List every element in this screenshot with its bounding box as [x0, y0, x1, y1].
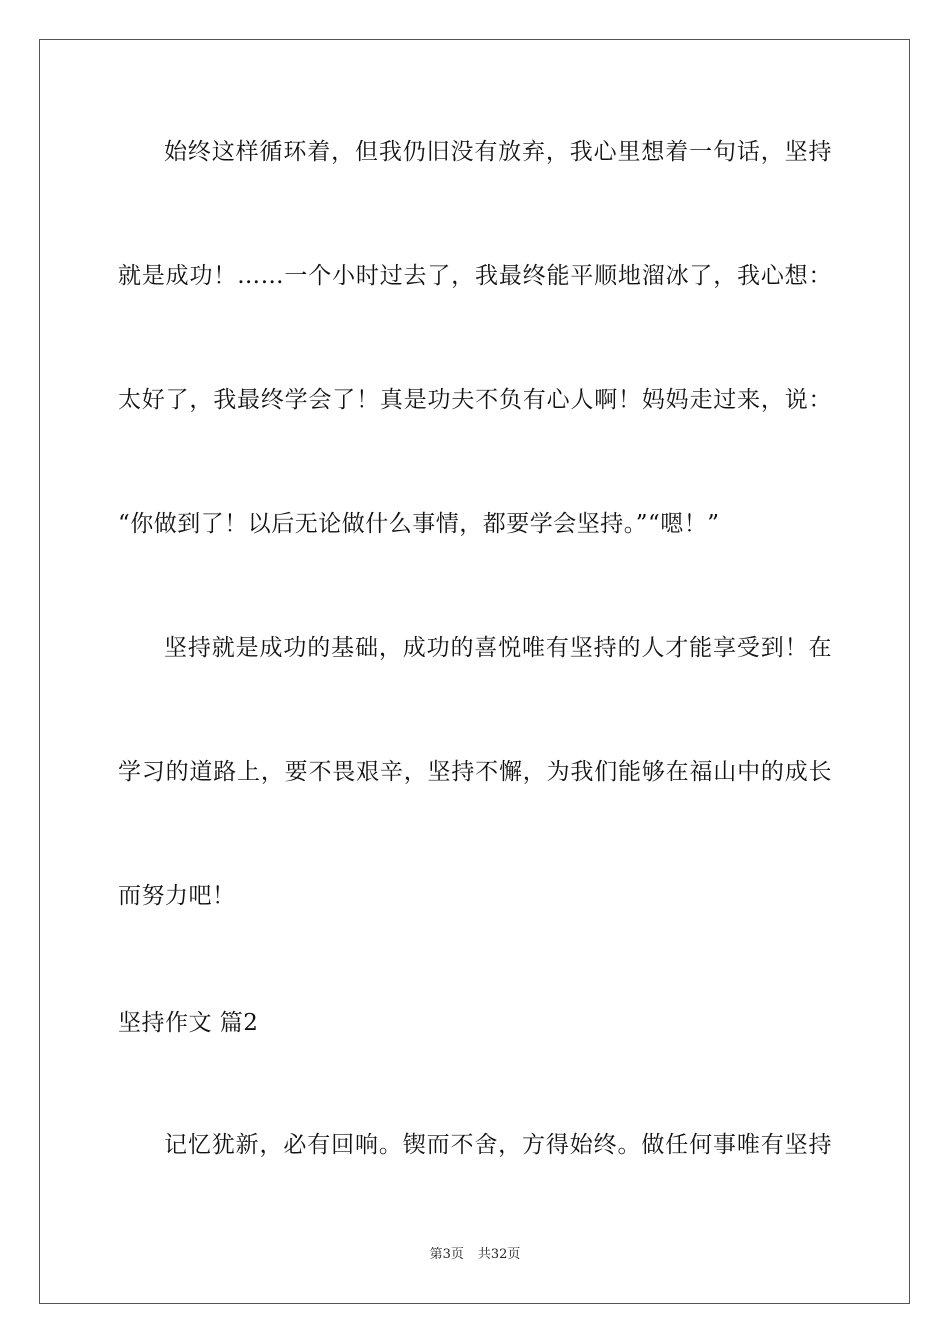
section-heading: 坚持作文 篇2: [118, 1010, 259, 1036]
page-number: 第3页: [429, 1247, 464, 1262]
total-pages: 共32页: [477, 1247, 521, 1262]
paragraph-line: 而努力吧！: [118, 883, 236, 909]
paragraph-line: 坚持就是成功的基础，成功的喜悦唯有坚持的人才能享受到！在: [164, 635, 832, 661]
paragraph-line: 学习的道路上，要不畏艰辛，坚持不懈，为我们能够在福山中的成长: [118, 759, 832, 785]
paragraph-line: 始终这样循环着，但我仍旧没有放弃，我心里想着一句话，坚持: [164, 139, 832, 165]
paragraph-line: “你做到了！以后无论做什么事情，都要学会坚持。”“嗯！”: [118, 511, 720, 537]
paragraph-line: 记忆犹新，必有回响。锲而不舍，方得始终。做任何事唯有坚持: [164, 1132, 832, 1158]
paragraph-line: 太好了，我最终学会了！真是功夫不负有心人啊！妈妈走过来，说：: [118, 387, 832, 413]
paragraph-line: 就是成功！……一个小时过去了，我最终能平顺地溜冰了，我心想：: [118, 263, 832, 289]
page-border: [39, 39, 910, 1304]
page-footer: [0, 1247, 950, 1263]
